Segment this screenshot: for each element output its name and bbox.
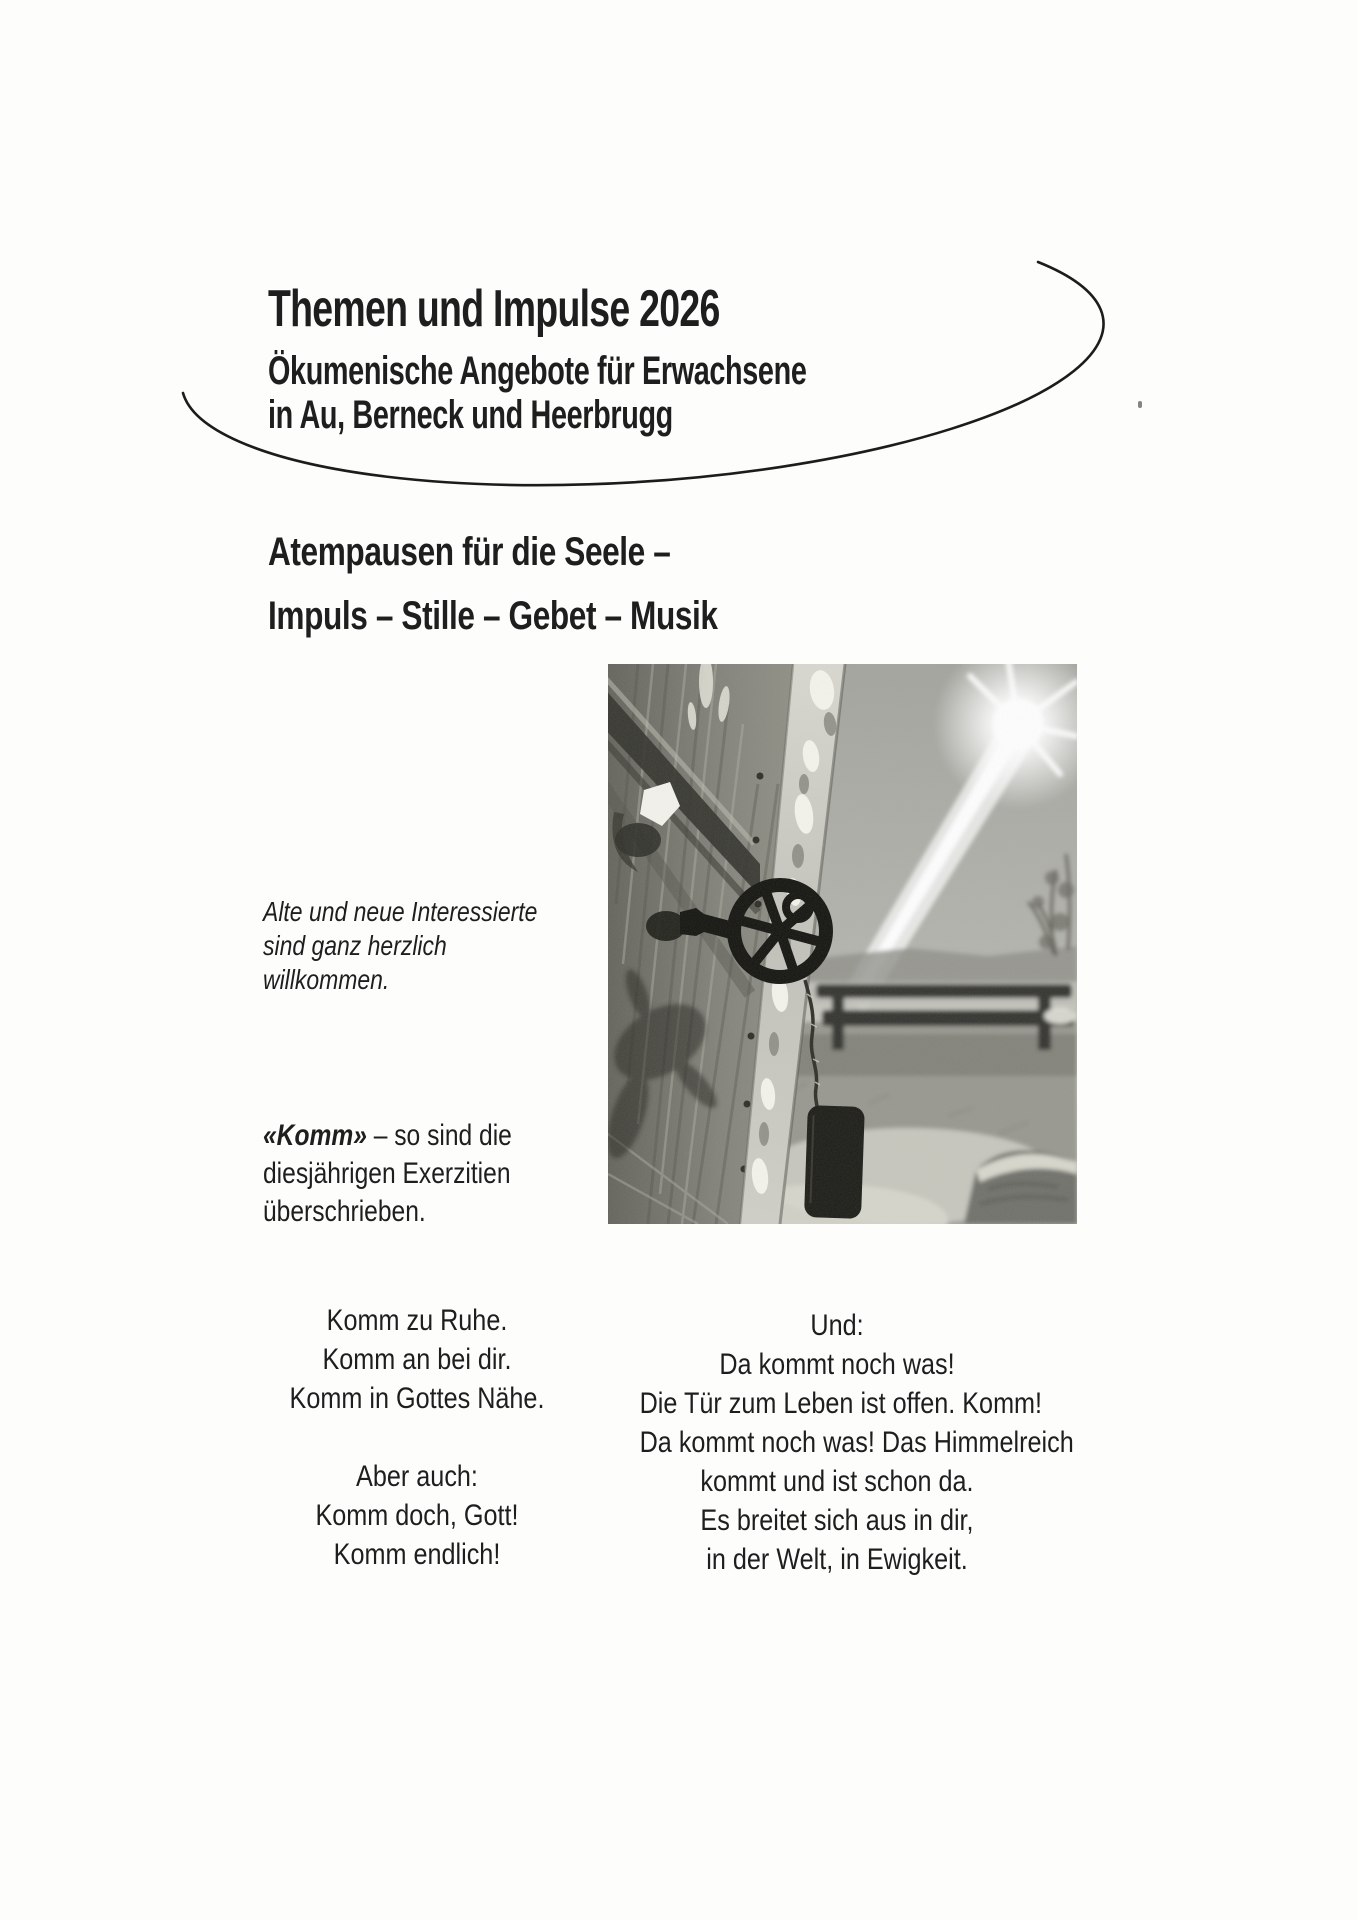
scan-speck [1138, 401, 1142, 408]
welcome-note [263, 895, 537, 997]
komm-after-emphasis: – so sind die [366, 1119, 512, 1152]
poem-left [270, 1301, 564, 1574]
poem-line: Komm in Gottes Nähe. [289, 1382, 545, 1415]
section-heading [268, 520, 718, 648]
masthead-subtitle-line2: in Au, Berneck und Heerbrugg [268, 393, 673, 437]
poem-line: Komm endlich! [333, 1538, 501, 1571]
poem-right [639, 1306, 1074, 1579]
section-heading-line2: Impuls – Stille – Gebet – Musik [268, 594, 718, 638]
masthead-subtitle-line1: Ökumenische Angebote für Erwachsene [268, 349, 807, 393]
poem-line: Aber auch: [356, 1460, 478, 1493]
masthead [268, 280, 807, 437]
poem-line: Komm zu Ruhe. [326, 1304, 508, 1337]
page-title: Themen und Impulse 2026 [268, 280, 720, 338]
welcome-line1: Alte und neue Interessierte [263, 896, 538, 927]
film-grain [608, 664, 1077, 1224]
komm-intro [263, 1117, 512, 1231]
poem-line: Komm an bei dir. [322, 1343, 512, 1376]
poem-line: Komm doch, Gott! [315, 1499, 519, 1532]
poem-line: Die Tür zum Leben ist offen. Komm! [639, 1387, 1043, 1420]
poem-line: Und: [810, 1309, 864, 1342]
komm-line2: diesjährigen Exerzitien [263, 1157, 511, 1190]
welcome-line3: willkommen. [263, 964, 390, 995]
poem-line: Da kommt noch was! Das Himmelreich [639, 1426, 1074, 1459]
poem-line [270, 1418, 564, 1457]
poem-line: Es breitet sich aus in dir, [700, 1504, 974, 1537]
key-door-photo [608, 664, 1077, 1224]
poem-line: kommt und ist schon da. [700, 1465, 974, 1498]
komm-line3: überschrieben. [263, 1195, 426, 1228]
poem-line: in der Welt, in Ewigkeit. [706, 1543, 968, 1576]
poem-line: Da kommt noch was! [719, 1348, 955, 1381]
komm-emphasis: «Komm» [263, 1119, 367, 1152]
welcome-line2: sind ganz herzlich [263, 930, 447, 961]
section-heading-line1: Atempausen für die Seele – [268, 530, 671, 574]
